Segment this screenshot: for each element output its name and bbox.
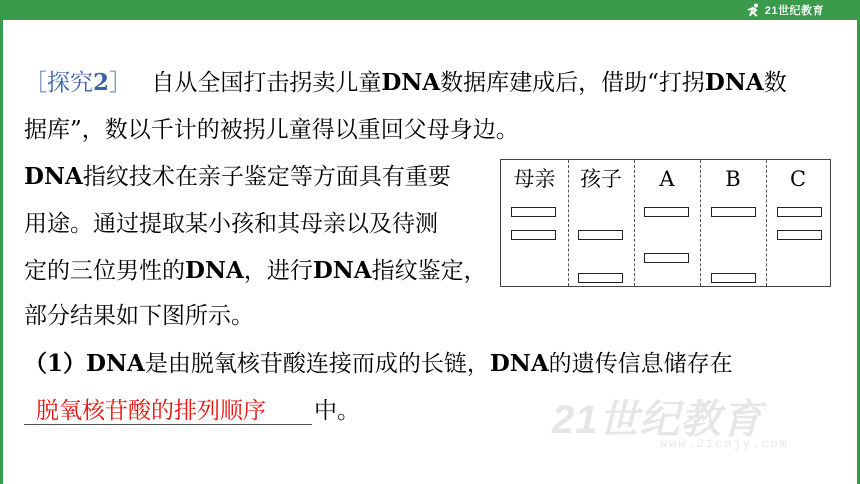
site-logo: [745, 2, 824, 18]
watermark-url: www.21cnjy.com: [660, 437, 789, 451]
lane-b: [700, 160, 766, 286]
lane-c: [766, 160, 830, 286]
question-line: （1）DNA是由脱氧核苷酸连接而成的长链，DNA的遗传信息储存在: [24, 350, 733, 377]
lane-label: 母亲: [513, 167, 556, 191]
lane-child: [568, 160, 634, 286]
band: [711, 273, 756, 283]
band: [644, 253, 689, 263]
body-line-3: 定的三位男性的DNA，进行DNA指纹鉴定，: [24, 257, 487, 284]
explore-tag: ［探究2］: [24, 69, 133, 96]
band: [578, 273, 623, 283]
intro-line-1: ［探究2］ 自从全国打击拐卖儿童DNA数据库建成后，借助“打拐DNA数: [24, 69, 787, 96]
watermark-logo: 21世纪教育: [552, 398, 763, 442]
lane-label: 孩子: [580, 167, 622, 191]
lane-label: A: [659, 167, 675, 191]
body-line-1: DNA指纹技术在亲子鉴定等方面具有重要: [24, 163, 451, 190]
answer-text: 脱氧核苷酸的排列顺序: [36, 398, 266, 424]
lane-mother: [501, 160, 568, 286]
runner-icon: [745, 3, 761, 17]
body-line-2: 用途。通过提取某小孩和其母亲以及待测: [24, 211, 438, 237]
lane-a: [634, 160, 700, 286]
top-banner: [0, 0, 860, 20]
body-line-4: 部分结果如下图所示。: [24, 303, 254, 329]
band: [777, 207, 822, 217]
answer-suffix: 中。: [314, 398, 360, 424]
lane-label: B: [725, 167, 741, 191]
lane-label: C: [789, 167, 807, 191]
band: [511, 230, 556, 240]
band: [711, 207, 756, 217]
band: [644, 207, 689, 217]
band: [777, 230, 822, 240]
dna-fingerprint-figure: [500, 159, 831, 287]
logo-text: 21世纪教育: [764, 5, 824, 17]
band: [511, 207, 556, 217]
left-border: [0, 20, 3, 484]
intro-line-2: 据库”，数以千计的被拐儿童得以重回父母身边。: [24, 117, 519, 143]
band: [578, 230, 623, 240]
